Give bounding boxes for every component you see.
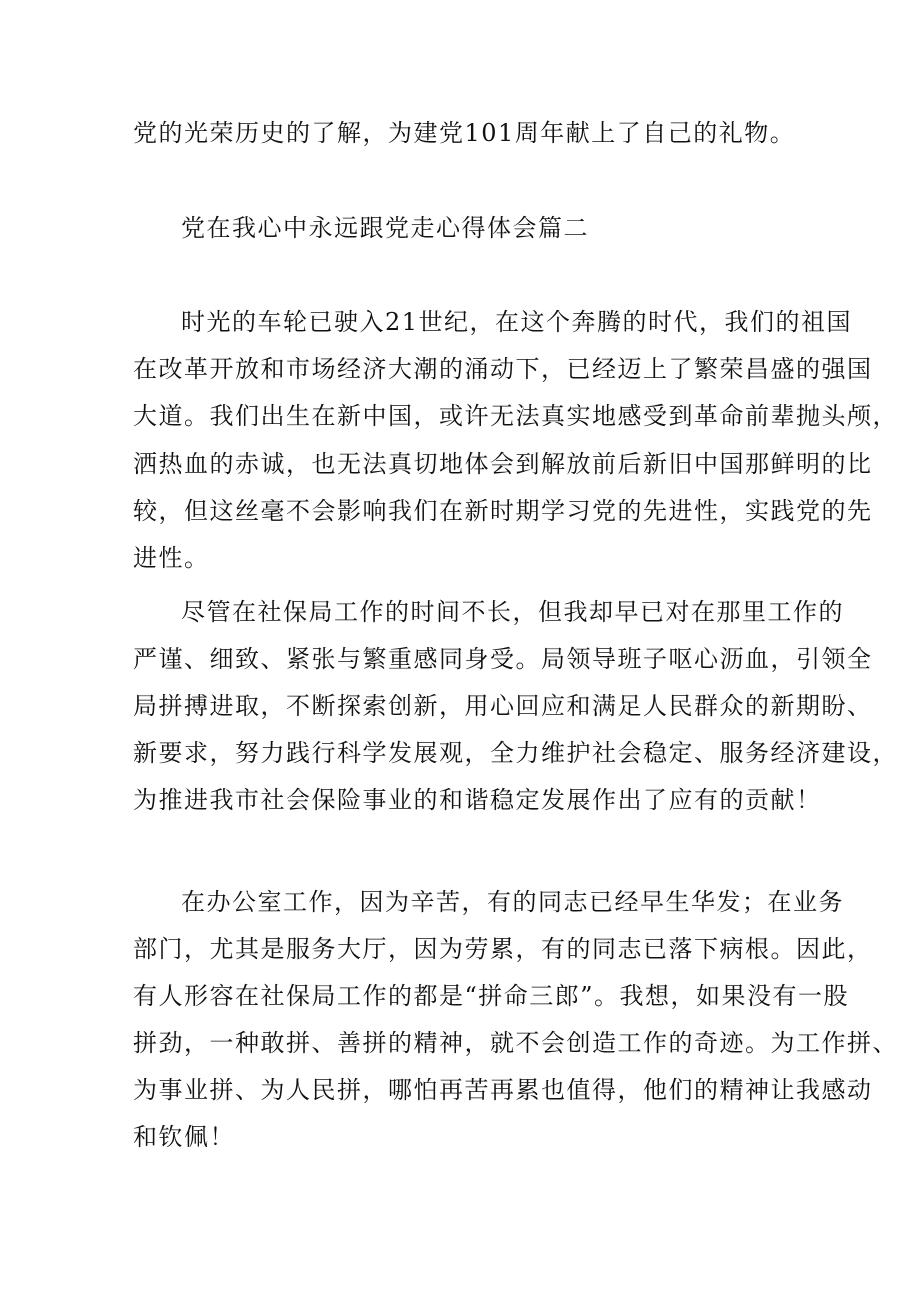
paragraph-1-line-4: 洒热血的赤诚，也无法真切地体会到解放前后新旧中国那鲜明的比: [133, 450, 873, 478]
paragraph-1-line-6: 进性。: [133, 544, 210, 572]
paragraph-3-line-5: 为事业拼、为人民拼，哪怕再苦再累也值得，他们的精神让我感动: [133, 1076, 873, 1104]
paragraph-2-line-1: 尽管在社保局工作的时间不长，但我却早已对在那里工作的: [181, 598, 844, 626]
paragraph-1-line-1: 时光的车轮已驶入21世纪，在这个奔腾的时代，我们的祖国: [181, 308, 853, 336]
paragraph-2-line-3: 局拼搏进取，不断探索创新，用心回应和满足人民群众的新期盼、: [133, 692, 873, 720]
paragraph-1-line-5: 较，但这丝毫不会影响我们在新时期学习党的先进性，实践党的先: [133, 497, 873, 525]
paragraph-1-line-3: 大道。我们出生在新中国，或许无法真实地感受到革命前辈抛头颅，: [133, 402, 898, 430]
paragraph-3-line-1: 在办公室工作，因为辛苦，有的同志已经早生华发；在业务: [181, 888, 844, 916]
section-title: 党在我心中永远跟党走心得体会篇二: [181, 214, 589, 242]
paragraph-3-line-3: 有人形容在社保局工作的都是“拼命三郎”。我想，如果没有一股: [133, 982, 850, 1010]
paragraph-2-line-5: 为推进我市社会保险事业的和谐稳定发展作出了应有的贡献！: [133, 786, 822, 814]
paragraph-2-line-4: 新要求，努力践行科学发展观，全力维护社会稳定、服务经济建设，: [133, 739, 898, 767]
paragraph-3-line-4: 拼劲，一种敢拼、善拼的精神，就不会创造工作的奇迹。为工作拼、: [133, 1029, 898, 1057]
paragraph-2-line-2: 严谨、细致、紧张与繁重感同身受。局领导班子呕心沥血，引领全: [133, 645, 873, 673]
carryover-line: 党的光荣历史的了解，为建党101周年献上了自己的礼物。: [133, 119, 796, 147]
paragraph-3-line-2: 部门，尤其是服务大厅，因为劳累，有的同志已落下病根。因此，: [133, 935, 873, 963]
paragraph-3-line-6: 和钦佩！: [133, 1123, 235, 1151]
paragraph-1-line-2: 在改革开放和市场经济大潮的涌动下，已经迈上了繁荣昌盛的强国: [133, 355, 873, 383]
